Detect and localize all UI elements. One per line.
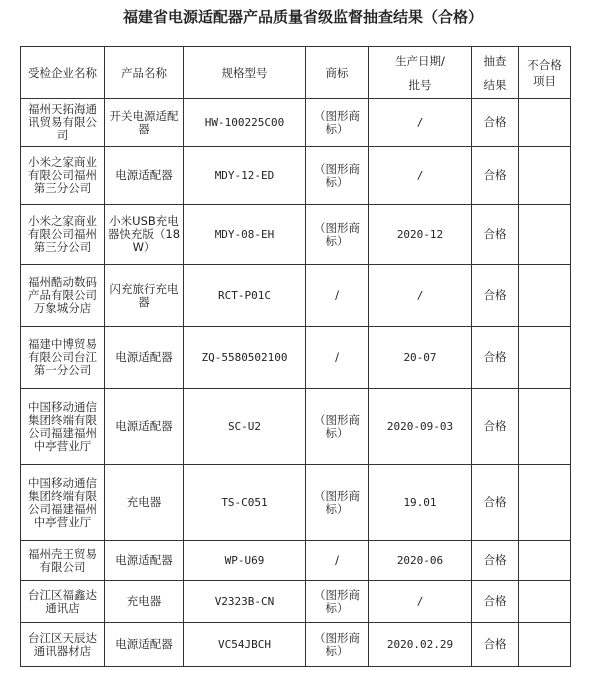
cell-date: / <box>369 99 472 147</box>
cell-enterprise: 台江区天辰达通讯器材店 <box>21 623 105 667</box>
cell-result: 合格 <box>472 205 519 265</box>
cell-date: 2020-06 <box>369 541 472 581</box>
table-row <box>21 541 571 581</box>
cell-unqualified <box>519 265 571 327</box>
cell-spec: MDY-12-ED <box>184 147 306 205</box>
header-unqualified-line1: 不合格 <box>527 57 562 72</box>
cell-unqualified <box>519 541 571 581</box>
cell-brand: （图形商标） <box>306 465 369 541</box>
cell-product: 电源适配器 <box>105 623 184 667</box>
header-unqualified <box>519 47 571 99</box>
table-row <box>21 581 571 623</box>
table-row <box>21 327 571 389</box>
cell-result: 合格 <box>472 581 519 623</box>
cell-date: 2020-12 <box>369 205 472 265</box>
cell-product: 充电器 <box>105 581 184 623</box>
header-date-line1: 生产日期/ <box>395 53 445 68</box>
table-row <box>21 147 571 205</box>
cell-date: 2020-09-03 <box>369 389 472 465</box>
header-result-line1: 抽查 <box>483 53 507 68</box>
header-product: 产品名称 <box>105 47 184 99</box>
cell-enterprise: 中国移动通信集团终端有限公司福建福州中亭营业厅 <box>21 389 105 465</box>
results-table <box>20 46 571 667</box>
cell-unqualified <box>519 465 571 541</box>
cell-result: 合格 <box>472 147 519 205</box>
cell-spec: RCT-P01C <box>184 265 306 327</box>
cell-date: 20-07 <box>369 327 472 389</box>
header-enterprise: 受检企业名称 <box>21 47 105 99</box>
cell-result: 合格 <box>472 99 519 147</box>
cell-enterprise: 中国移动通信集团终端有限公司福建福州中亭营业厅 <box>21 465 105 541</box>
cell-result: 合格 <box>472 623 519 667</box>
cell-result: 合格 <box>472 465 519 541</box>
cell-enterprise: 台江区福鑫达通讯店 <box>21 581 105 623</box>
cell-brand: （图形商标） <box>306 623 369 667</box>
header-result-line2: 结果 <box>483 77 507 92</box>
cell-date: / <box>369 147 472 205</box>
cell-spec: WP-U69 <box>184 541 306 581</box>
cell-unqualified <box>519 389 571 465</box>
cell-brand: / <box>306 541 369 581</box>
cell-brand: / <box>306 327 369 389</box>
header-spec: 规格型号 <box>184 47 306 99</box>
cell-spec: MDY-08-EH <box>184 205 306 265</box>
cell-spec: VC54JBCH <box>184 623 306 667</box>
cell-brand: （图形商标） <box>306 581 369 623</box>
cell-brand: （图形商标） <box>306 99 369 147</box>
cell-spec: TS-C051 <box>184 465 306 541</box>
cell-brand: （图形商标） <box>306 147 369 205</box>
table-row <box>21 99 571 147</box>
table-row <box>21 205 571 265</box>
header-date <box>369 47 472 99</box>
table-row <box>21 265 571 327</box>
cell-spec: ZQ-5580502100 <box>184 327 306 389</box>
cell-product: 充电器 <box>105 465 184 541</box>
cell-unqualified <box>519 623 571 667</box>
header-unqualified-line2: 项目 <box>533 73 556 88</box>
cell-unqualified <box>519 205 571 265</box>
cell-enterprise: 小米之家商业有限公司福州第三分公司 <box>21 205 105 265</box>
cell-result: 合格 <box>472 389 519 465</box>
header-date-line2: 批号 <box>408 77 432 92</box>
cell-date: 19.01 <box>369 465 472 541</box>
cell-product: 小米USB充电器快充版（18W） <box>105 205 184 265</box>
cell-enterprise: 福州酷动数码产品有限公司万象城分店 <box>21 265 105 327</box>
cell-product: 电源适配器 <box>105 541 184 581</box>
cell-result: 合格 <box>472 265 519 327</box>
cell-product: 电源适配器 <box>105 327 184 389</box>
page-title: 福建省电源适配器产品质量省级监督抽查结果（合格） <box>122 8 483 26</box>
cell-product: 电源适配器 <box>105 147 184 205</box>
cell-brand: （图形商标） <box>306 389 369 465</box>
cell-brand: （图形商标） <box>306 205 369 265</box>
cell-spec: SC-U2 <box>184 389 306 465</box>
cell-result: 合格 <box>472 541 519 581</box>
cell-unqualified <box>519 99 571 147</box>
cell-product: 开关电源适配器 <box>105 99 184 147</box>
cell-date: / <box>369 581 472 623</box>
cell-date: 2020.02.29 <box>369 623 472 667</box>
header-result <box>472 47 519 99</box>
cell-enterprise: 福建中博贸易有限公司台江第一分公司 <box>21 327 105 389</box>
cell-product: 电源适配器 <box>105 389 184 465</box>
cell-enterprise: 福州天拓海通讯贸易有限公司 <box>21 99 105 147</box>
cell-unqualified <box>519 581 571 623</box>
cell-product: 闪充旅行充电器 <box>105 265 184 327</box>
cell-enterprise: 小米之家商业有限公司福州第三分公司 <box>21 147 105 205</box>
cell-enterprise: 福州壳王贸易有限公司 <box>21 541 105 581</box>
cell-unqualified <box>519 147 571 205</box>
cell-date: / <box>369 265 472 327</box>
table-row <box>21 389 571 465</box>
cell-result: 合格 <box>472 327 519 389</box>
cell-brand: / <box>306 265 369 327</box>
table-row <box>21 465 571 541</box>
cell-spec: V2323B-CN <box>184 581 306 623</box>
cell-spec: HW-100225C00 <box>184 99 306 147</box>
table-row <box>21 623 571 667</box>
header-brand: 商标 <box>306 47 369 99</box>
header-row <box>21 47 571 99</box>
cell-unqualified <box>519 327 571 389</box>
